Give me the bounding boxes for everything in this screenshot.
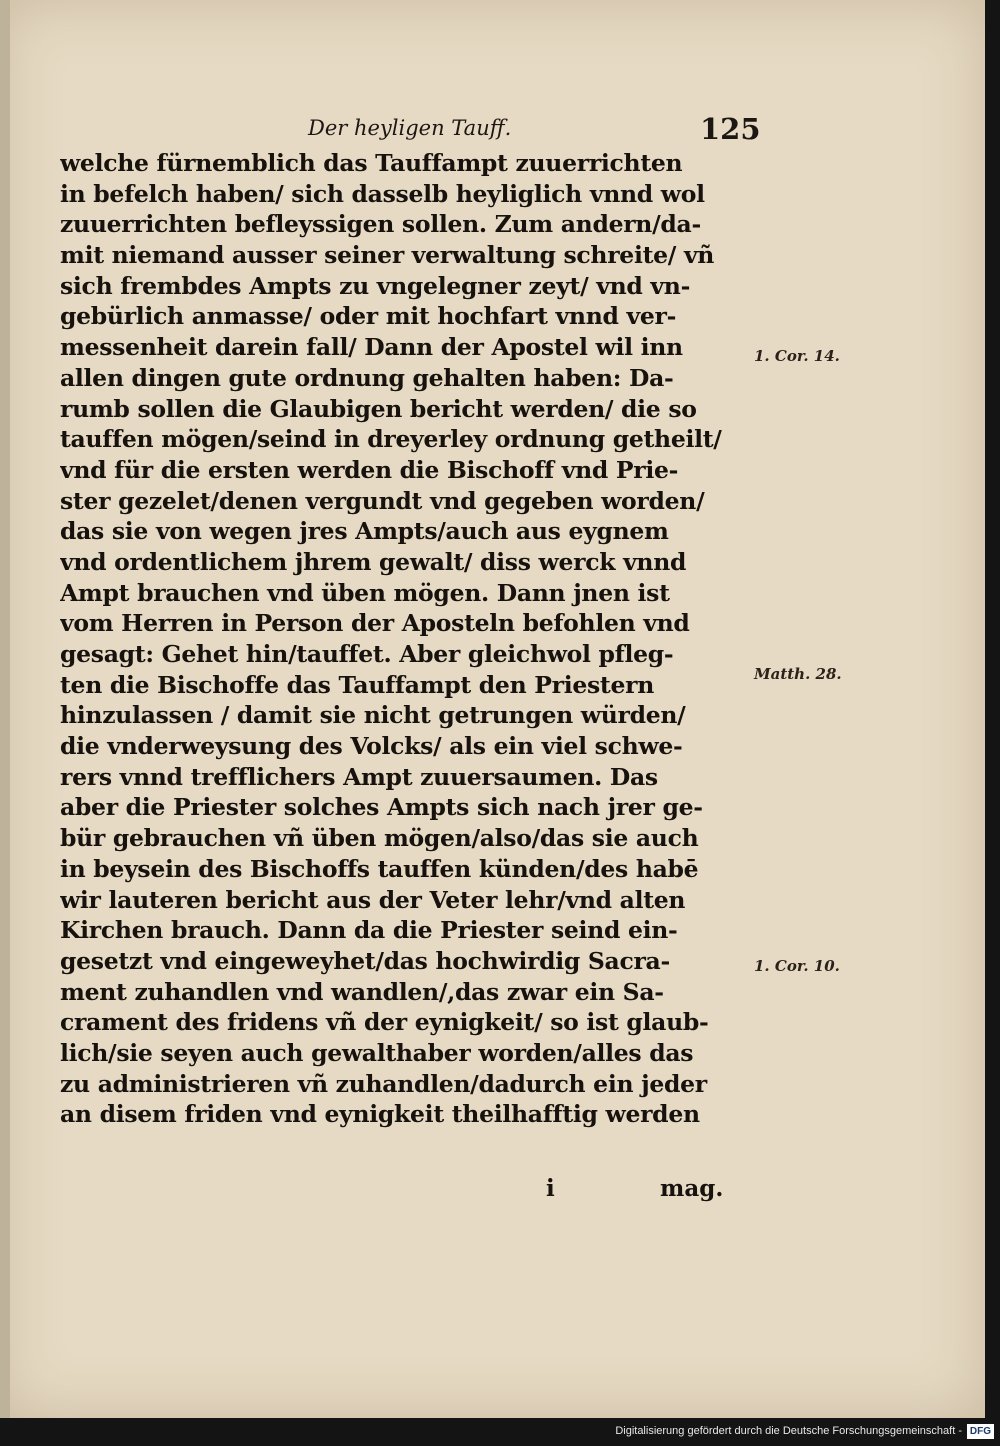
text-line: vom Herren in Person der Aposteln befohlen vnd xyxy=(60,609,690,638)
dfg-logo: DFG xyxy=(967,1424,994,1439)
text-line: welche fürnemblich das Tauffampt zuuerrichten xyxy=(60,149,683,177)
main-text-block xyxy=(60,148,750,1130)
text-line: gesetzt vnd eingeweyhet/das hochwirdig Sacra- xyxy=(60,946,670,975)
text-line: in befelch haben/ sich dasselb heyliglich vnnd wol xyxy=(60,179,705,208)
running-title: Der heyligen Tauff. xyxy=(308,116,512,140)
text-line: ster gezelet/denen vergundt vnd gegeben worden/ xyxy=(60,486,705,515)
text-line: gebürlich anmasse/ oder mit hochfart vnnd ver- xyxy=(60,302,677,331)
text-line: allen dingen gute ordnung gehalten haben: Da- xyxy=(60,363,674,392)
text-line: vnd ordentlichem jhrem gewalt/ diss werck vnnd xyxy=(60,547,687,576)
text-line: sich frembdes Ampts zu vngelegner zeyt/ vnd vn- xyxy=(60,271,691,300)
signature-mark: i xyxy=(546,1175,555,1202)
text-line: ten die Bischoffe das Tauffampt den Priestern xyxy=(60,670,654,699)
margin-note-matth-28: Matth. 28. xyxy=(754,665,842,683)
funding-credit: Digitalisierung gefördert durch die Deutsche Forschungsgemeinschaft - xyxy=(615,1425,962,1437)
text-line: tauffen mögen/seind in dreyerley ordnung getheilt/ xyxy=(60,425,722,454)
text-line: zuuerrichten befleyssigen sollen. Zum andern/da- xyxy=(60,210,701,239)
text-line: gesagt: Gehet hin/tauffet. Aber gleichwol pfleg- xyxy=(60,640,674,668)
text-line: messenheit darein fall/ Dann der Apostel wil inn xyxy=(60,333,683,362)
text-line: wir lauteren bericht aus der Veter lehr/vnd alten xyxy=(60,885,686,914)
text-line: das sie von wegen jres Ampts/auch aus eygnem xyxy=(60,517,669,546)
digitization-footer xyxy=(0,1418,1000,1446)
text-line: die vnderweysung des Volcks/ als ein viel schwe- xyxy=(60,732,683,761)
text-line: ment zuhandlen vnd wandlen/,das zwar ein Sa- xyxy=(60,977,664,1006)
catchword: mag. xyxy=(660,1175,724,1202)
page-number: 125 xyxy=(700,112,761,146)
text-line: mit niemand ausser seiner verwaltung schreite/ vñ xyxy=(60,241,715,270)
text-line: bür gebrauchen vñ üben mögen/also/das sie auch xyxy=(60,824,699,853)
text-line: rumb sollen die Glaubigen bericht werden/ die so xyxy=(60,394,697,423)
margin-note-1-cor-10: 1. Cor. 10. xyxy=(754,957,840,975)
text-line: vnd für die ersten werden die Bischoff vnd Prie- xyxy=(60,455,679,484)
text-line: crament des fridens vñ der eynigkeit/ so ist glaub- xyxy=(60,1008,709,1037)
margin-note-1-cor-14: 1. Cor. 14. xyxy=(754,347,840,365)
text-line: aber die Priester solches Ampts sich nach jrer ge- xyxy=(60,793,703,822)
text-line: hinzulassen / damit sie nicht getrungen würden/ xyxy=(60,701,686,730)
text-line: Kirchen brauch. Dann da die Priester seind ein- xyxy=(60,916,678,945)
text-line: in beysein des Bischoffs tauffen künden/des habē xyxy=(60,854,699,883)
text-line: Ampt brauchen vnd üben mögen. Dann jnen ist xyxy=(60,578,670,607)
text-line: lich/sie seyen auch gewalthaber worden/alles das xyxy=(60,1038,694,1067)
text-line: an disem friden vnd eynigkeit theilhafftig werden xyxy=(60,1100,700,1129)
text-line: zu administrieren vñ zuhandlen/dadurch ein jeder xyxy=(60,1069,707,1098)
page-header xyxy=(308,112,761,148)
text-line: rers vnnd trefflichers Ampt zuuersaumen. Das xyxy=(60,762,658,791)
page-gutter xyxy=(0,0,10,1418)
